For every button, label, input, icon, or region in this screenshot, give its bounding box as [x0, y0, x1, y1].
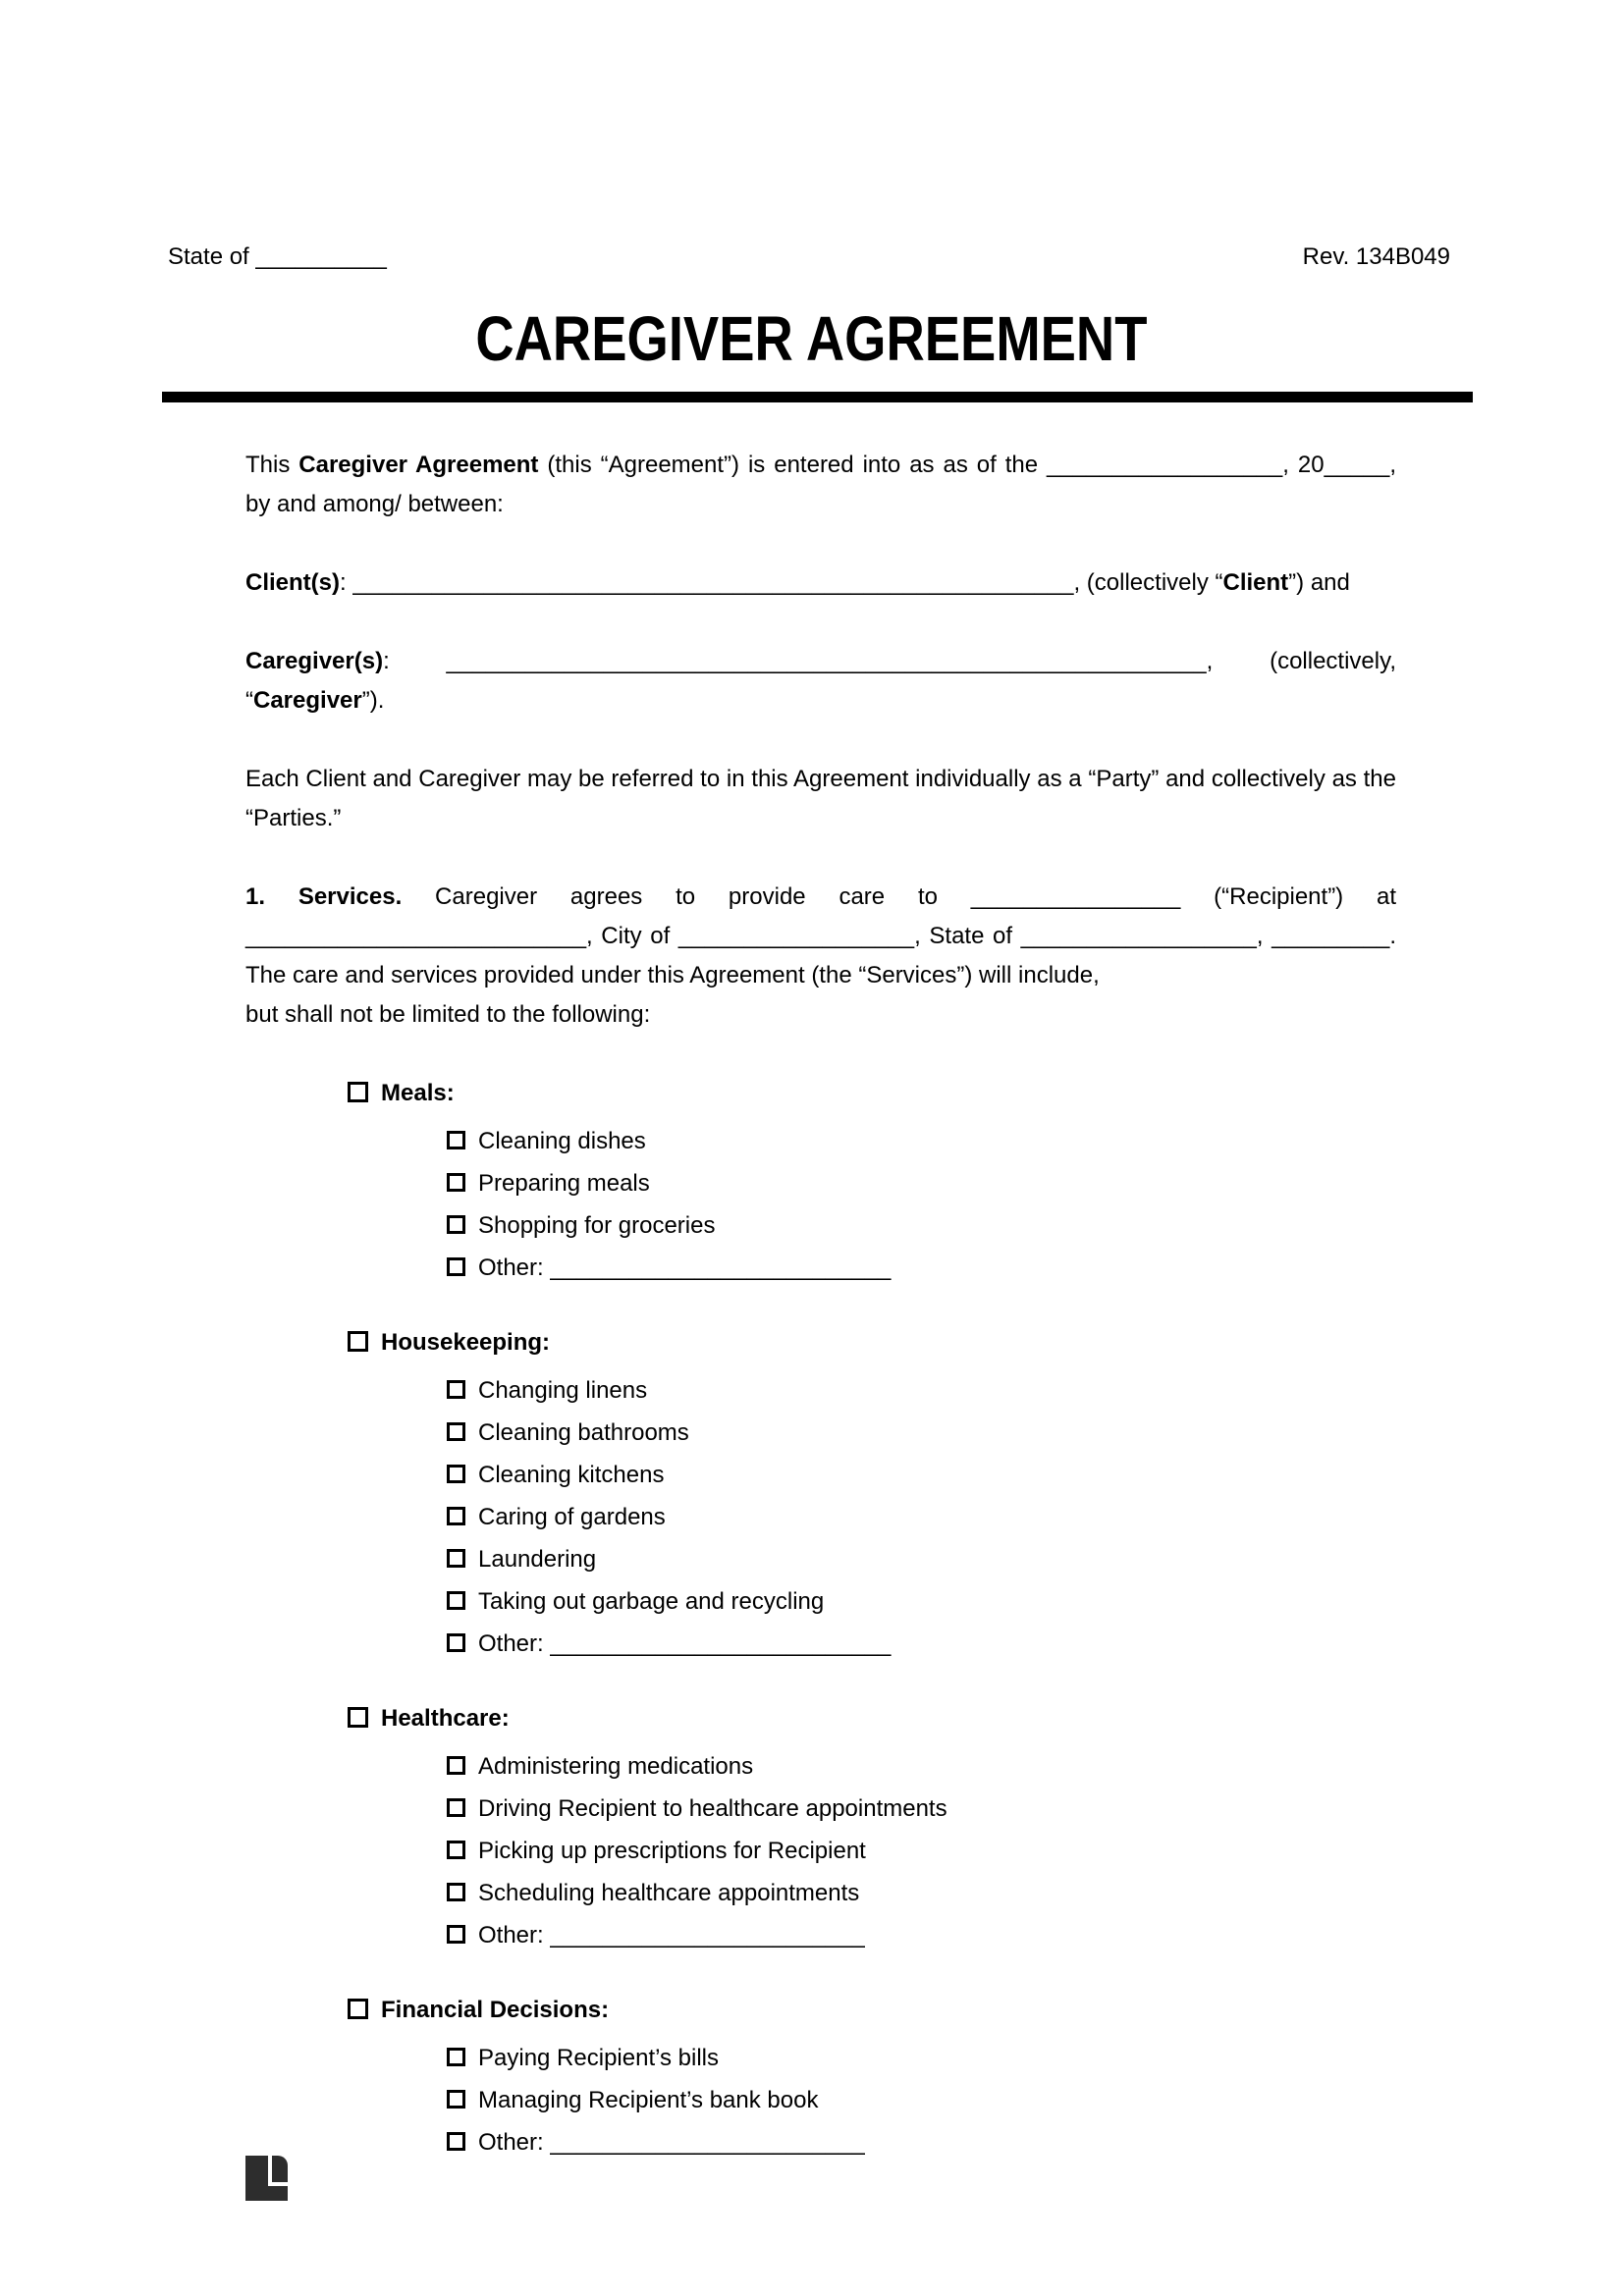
- checkbox[interactable]: [447, 1173, 465, 1192]
- caregiver-name-blank[interactable]: __________________________________________________________: [446, 648, 1207, 674]
- checkbox[interactable]: [447, 1422, 465, 1441]
- checkbox[interactable]: [447, 1257, 465, 1276]
- checkbox[interactable]: [348, 1082, 368, 1102]
- category-row-meals: [245, 1074, 1396, 1113]
- checklist-item: [245, 1164, 1396, 1203]
- checklist-item: [245, 1540, 1396, 1579]
- item-label: Scheduling healthcare appointments: [478, 1880, 860, 1906]
- category-row-healthcare: [245, 1699, 1396, 1738]
- item-label: Preparing meals: [478, 1170, 650, 1197]
- checklist-item-other: [245, 1249, 1396, 1288]
- checkbox[interactable]: [447, 1507, 465, 1525]
- legal-templates-logo: [245, 2156, 288, 2201]
- checklist-item: [245, 1414, 1396, 1453]
- checklist-item: [245, 1498, 1396, 1537]
- item-label: Caring of gardens: [478, 1504, 666, 1530]
- title-divider: [162, 392, 1473, 402]
- checklist-item: [245, 2081, 1396, 2120]
- checkbox[interactable]: [348, 1331, 368, 1352]
- other-blank[interactable]: ________________________: [550, 2129, 865, 2156]
- item-label: Paying Recipient’s bills: [478, 2045, 720, 2071]
- parties-paragraph: Each Client and Caregiver may be referred to in this Agreement individually as a “Party” and collectively as the “Parties.”: [245, 766, 1396, 831]
- checkbox[interactable]: [348, 1999, 368, 2019]
- checkbox[interactable]: [447, 1841, 465, 1859]
- checklist-item: [245, 1747, 1396, 1787]
- item-label: Driving Recipient to healthcare appointments: [478, 1795, 947, 1822]
- other-blank[interactable]: __________________________: [550, 1255, 892, 1281]
- checkbox[interactable]: [348, 1707, 368, 1728]
- checklist-item: [245, 1206, 1396, 1246]
- other-blank[interactable]: ________________________: [550, 1922, 865, 1949]
- document-header: [168, 242, 1450, 272]
- checkbox[interactable]: [447, 1883, 465, 1901]
- category-row-housekeeping: [245, 1323, 1396, 1362]
- checklist-item-other: [245, 2123, 1396, 2163]
- caregiver-clause: Caregiver(s): __________________________________________________________, (collectively, “Caregiver”).: [245, 648, 1396, 714]
- checklist-group-healthcare: [245, 1699, 1396, 1955]
- item-label: Administering medications: [478, 1753, 754, 1780]
- item-label: Taking out garbage and recycling: [478, 1588, 825, 1615]
- intro-paragraph: This Caregiver Agreement (this “Agreement”) is entered into as as of the __________________, 20_____, by and among/ between:: [245, 452, 1397, 517]
- checklist-item: [245, 2039, 1396, 2078]
- other-label: Other:: [478, 2129, 551, 2156]
- checkbox[interactable]: [447, 1549, 465, 1568]
- document-body: [245, 446, 1396, 2163]
- revision-number: Rev. 134B049: [1302, 243, 1450, 270]
- checklist-item: [245, 1582, 1396, 1622]
- checkbox[interactable]: [447, 2048, 465, 2066]
- checklist-group-financial-decisions: [245, 1991, 1396, 2163]
- checkbox[interactable]: [447, 2090, 465, 2109]
- checkbox[interactable]: [447, 1591, 465, 1610]
- other-blank[interactable]: __________________________: [550, 1630, 892, 1657]
- other-label: Other:: [478, 1255, 551, 1281]
- category-label: Financial Decisions:: [381, 1997, 610, 2023]
- state-of-label: State of: [168, 243, 256, 270]
- checklist-item: [245, 1456, 1396, 1495]
- item-label: Cleaning dishes: [478, 1128, 646, 1154]
- category-label: Meals:: [381, 1080, 455, 1106]
- item-label: Shopping for groceries: [478, 1212, 716, 1239]
- client-name-blank[interactable]: _______________________________________________________: [352, 569, 1074, 596]
- checkbox[interactable]: [447, 1380, 465, 1399]
- checkbox[interactable]: [447, 1215, 465, 1234]
- checklist-item: [245, 1874, 1396, 1913]
- logo-shape: [245, 2186, 288, 2201]
- checkbox[interactable]: [447, 1131, 465, 1149]
- state-of-line: [168, 242, 387, 272]
- checklist-item-other: [245, 1625, 1396, 1664]
- date-blank[interactable]: __________________: [1047, 452, 1283, 478]
- category-label: Healthcare:: [381, 1705, 510, 1732]
- state-of-blank[interactable]: __________: [255, 243, 387, 270]
- checkbox[interactable]: [447, 1925, 465, 1944]
- category-label: Housekeeping:: [381, 1329, 551, 1356]
- other-label: Other:: [478, 1922, 551, 1949]
- checklist-group-meals: [245, 1074, 1396, 1288]
- address-blank[interactable]: __________________________: [245, 923, 587, 949]
- item-label: Changing linens: [478, 1377, 648, 1404]
- document-title: CAREGIVER AGREEMENT: [475, 303, 1148, 374]
- item-label: Cleaning kitchens: [478, 1462, 665, 1488]
- zip-blank[interactable]: _________: [1271, 923, 1390, 949]
- state-blank[interactable]: __________________: [1020, 923, 1257, 949]
- other-label: Other:: [478, 1630, 551, 1657]
- checklist-item: [245, 1832, 1396, 1871]
- item-label: Picking up prescriptions for Recipient: [478, 1838, 866, 1864]
- item-label: Managing Recipient’s bank book: [478, 2087, 819, 2113]
- item-label: Laundering: [478, 1546, 597, 1573]
- item-label: Cleaning bathrooms: [478, 1419, 689, 1446]
- services-paragraph: 1. Services. Caregiver agrees to provide care to ________________ (“Recipient”) at __________________________, City of __________________, State of __________________, _________. The care and services provided under this Agreement (the “Services”) will include, but shall not be limited to the following:: [245, 883, 1397, 1028]
- checklist-item-other: [245, 1916, 1396, 1955]
- checkbox[interactable]: [447, 1798, 465, 1817]
- checklist-group-housekeeping: [245, 1323, 1396, 1664]
- checklist-item: [245, 1789, 1396, 1829]
- checklist-item: [245, 1122, 1396, 1161]
- year-blank[interactable]: _____: [1324, 452, 1390, 478]
- checkbox[interactable]: [447, 1756, 465, 1775]
- recipient-name-blank[interactable]: ________________: [970, 883, 1181, 910]
- logo-shape: [272, 2156, 288, 2182]
- checkbox[interactable]: [447, 2132, 465, 2151]
- client-clause: Client(s): _______________________________________________________, (collectively “Client”) and: [245, 569, 1350, 596]
- city-blank[interactable]: __________________: [677, 923, 915, 949]
- checkbox[interactable]: [447, 1465, 465, 1483]
- category-row-financial-decisions: [245, 1991, 1396, 2030]
- checklist-item: [245, 1371, 1396, 1411]
- checkbox[interactable]: [447, 1633, 465, 1652]
